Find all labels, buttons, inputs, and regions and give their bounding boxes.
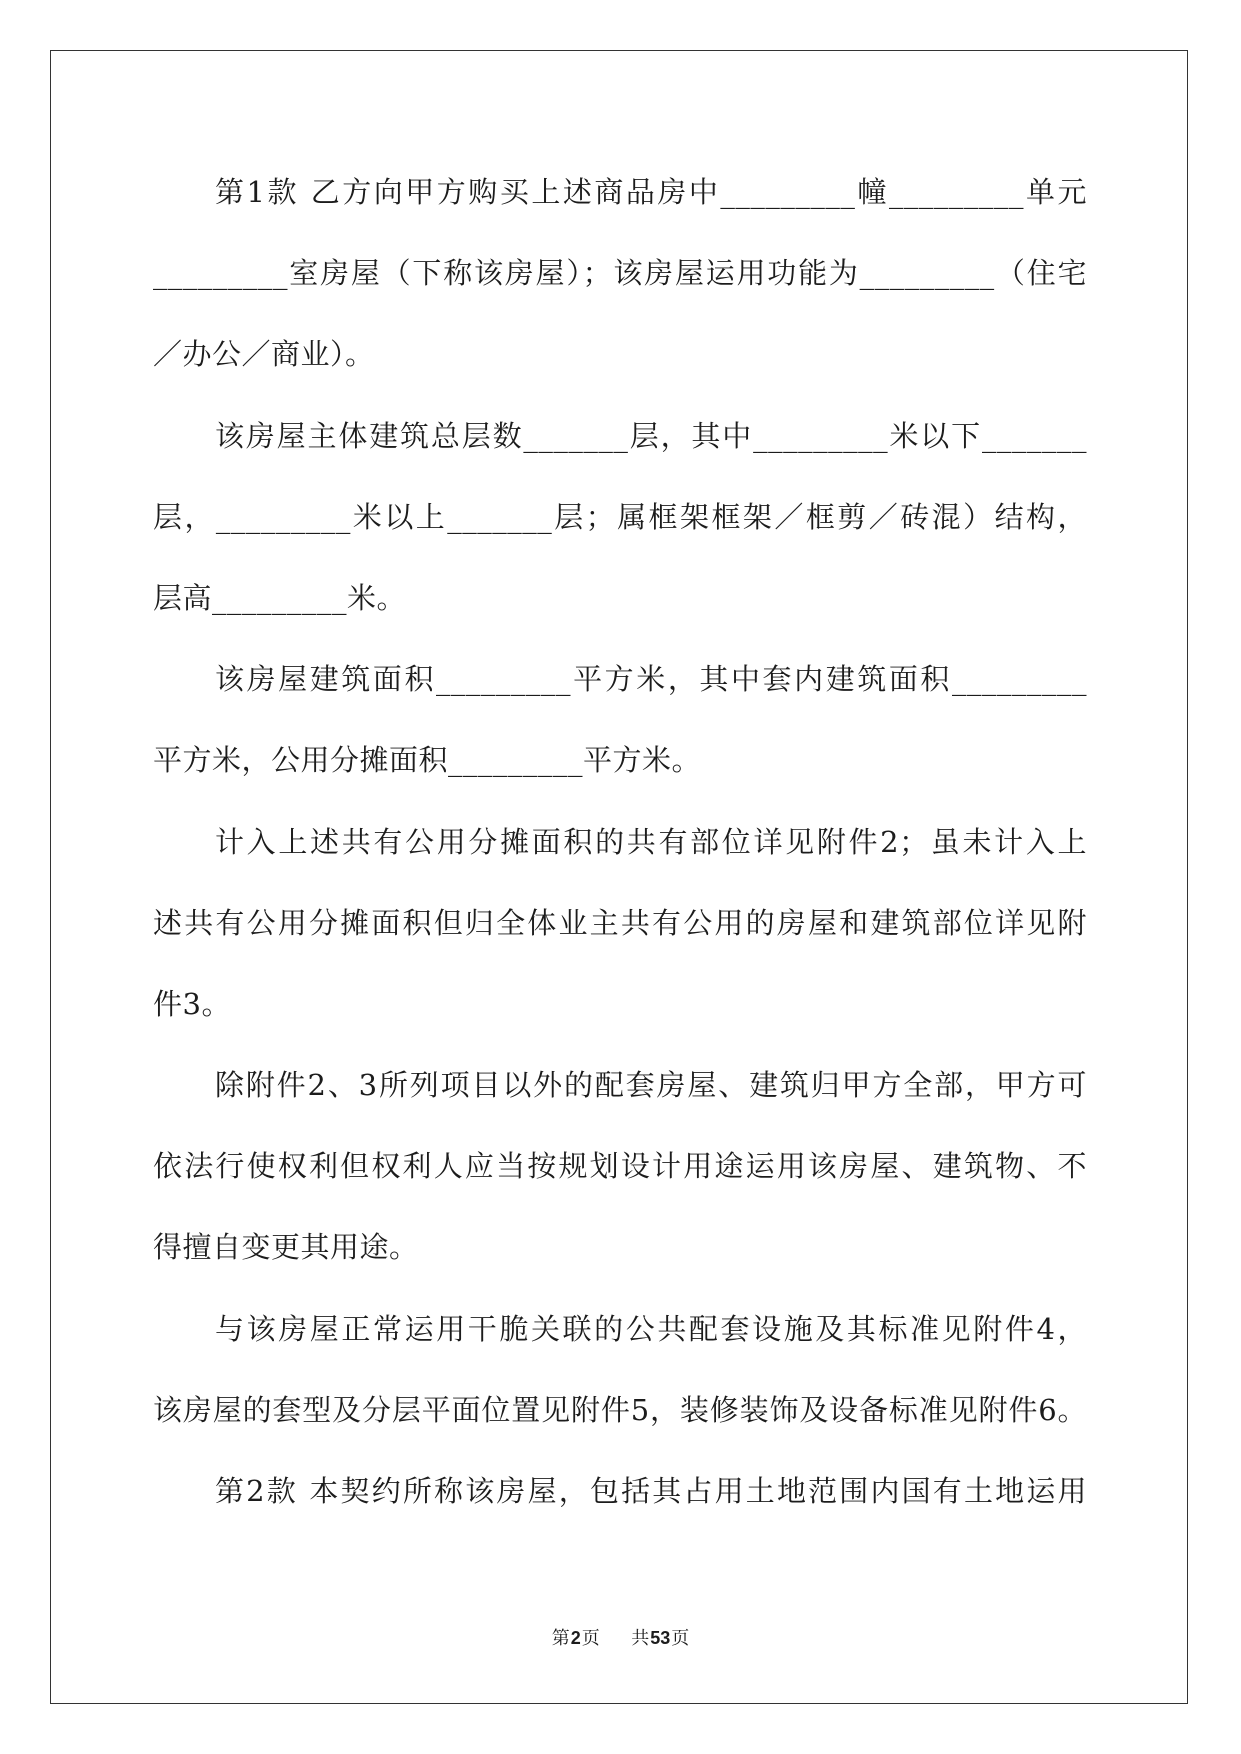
text-line: 该房屋的套型及分层平面位置见附件5，装修装饰及设备标准见附件6。	[153, 1392, 1087, 1427]
total-prefix: 共	[631, 1628, 650, 1649]
text-line: 层，_________米以上_______层；属框架框架／框剪／砖混）结构，	[153, 499, 1087, 534]
page-prefix: 第	[551, 1628, 570, 1649]
document-body	[153, 152, 1087, 1532]
total-number: 53	[650, 1628, 671, 1648]
text-line: 述共有公用分摊面积但归全体业主共有公用的房屋和建筑部位详见附	[153, 905, 1087, 940]
text-line: 平方米，公用分摊面积_________平方米。	[153, 743, 702, 778]
page-footer	[0, 1624, 1241, 1653]
text-line: 层高_________米。	[153, 580, 407, 615]
text-line: _________室房屋（下称该房屋）；该房屋运用功能为_________（住宅	[153, 256, 1087, 291]
total-suffix: 页	[671, 1628, 690, 1649]
text-line: 件3。	[153, 986, 231, 1021]
page-total	[631, 1628, 689, 1649]
text-line: 该房屋主体建筑总层数_______层，其中_________米以下_______	[215, 418, 1087, 453]
paragraph-shared-parts	[153, 802, 1087, 1046]
paragraph-area	[153, 639, 1087, 801]
text-line: ／办公／商业）。	[153, 337, 375, 372]
text-line: 依法行使权利但权利人应当按规划设计用途运用该房屋、建筑物、不	[153, 1149, 1087, 1184]
page-indicator	[552, 1628, 606, 1649]
page-suffix: 页	[581, 1628, 600, 1649]
text-line: 与该房屋正常运用干脆关联的公共配套设施及其标准见附件4，	[215, 1311, 1087, 1346]
text-line: 计入上述共有公用分摊面积的共有部位详见附件2；虽未计入上	[215, 824, 1087, 859]
paragraph-clause-1-purchase	[153, 152, 1087, 396]
text-line: 得擅自变更其用途。	[153, 1230, 419, 1265]
text-line: 第2款 本契约所称该房屋，包括其占用土地范围内国有土地运用	[215, 1474, 1087, 1508]
page-number: 2	[570, 1628, 581, 1648]
paragraph-clause-2	[153, 1451, 1087, 1532]
text-line: 除附件2、3所列项目以外的配套房屋、建筑归甲方全部，甲方可	[215, 1068, 1087, 1103]
paragraph-supporting-buildings	[153, 1045, 1087, 1289]
paragraph-public-facilities	[153, 1289, 1087, 1451]
paragraph-floors	[153, 396, 1087, 640]
text-line: 该房屋建筑面积_________平方米，其中套内建筑面积_________	[215, 662, 1087, 697]
text-line: 第1款 乙方向甲方购买上述商品房中_________幢_________单元	[215, 175, 1087, 209]
